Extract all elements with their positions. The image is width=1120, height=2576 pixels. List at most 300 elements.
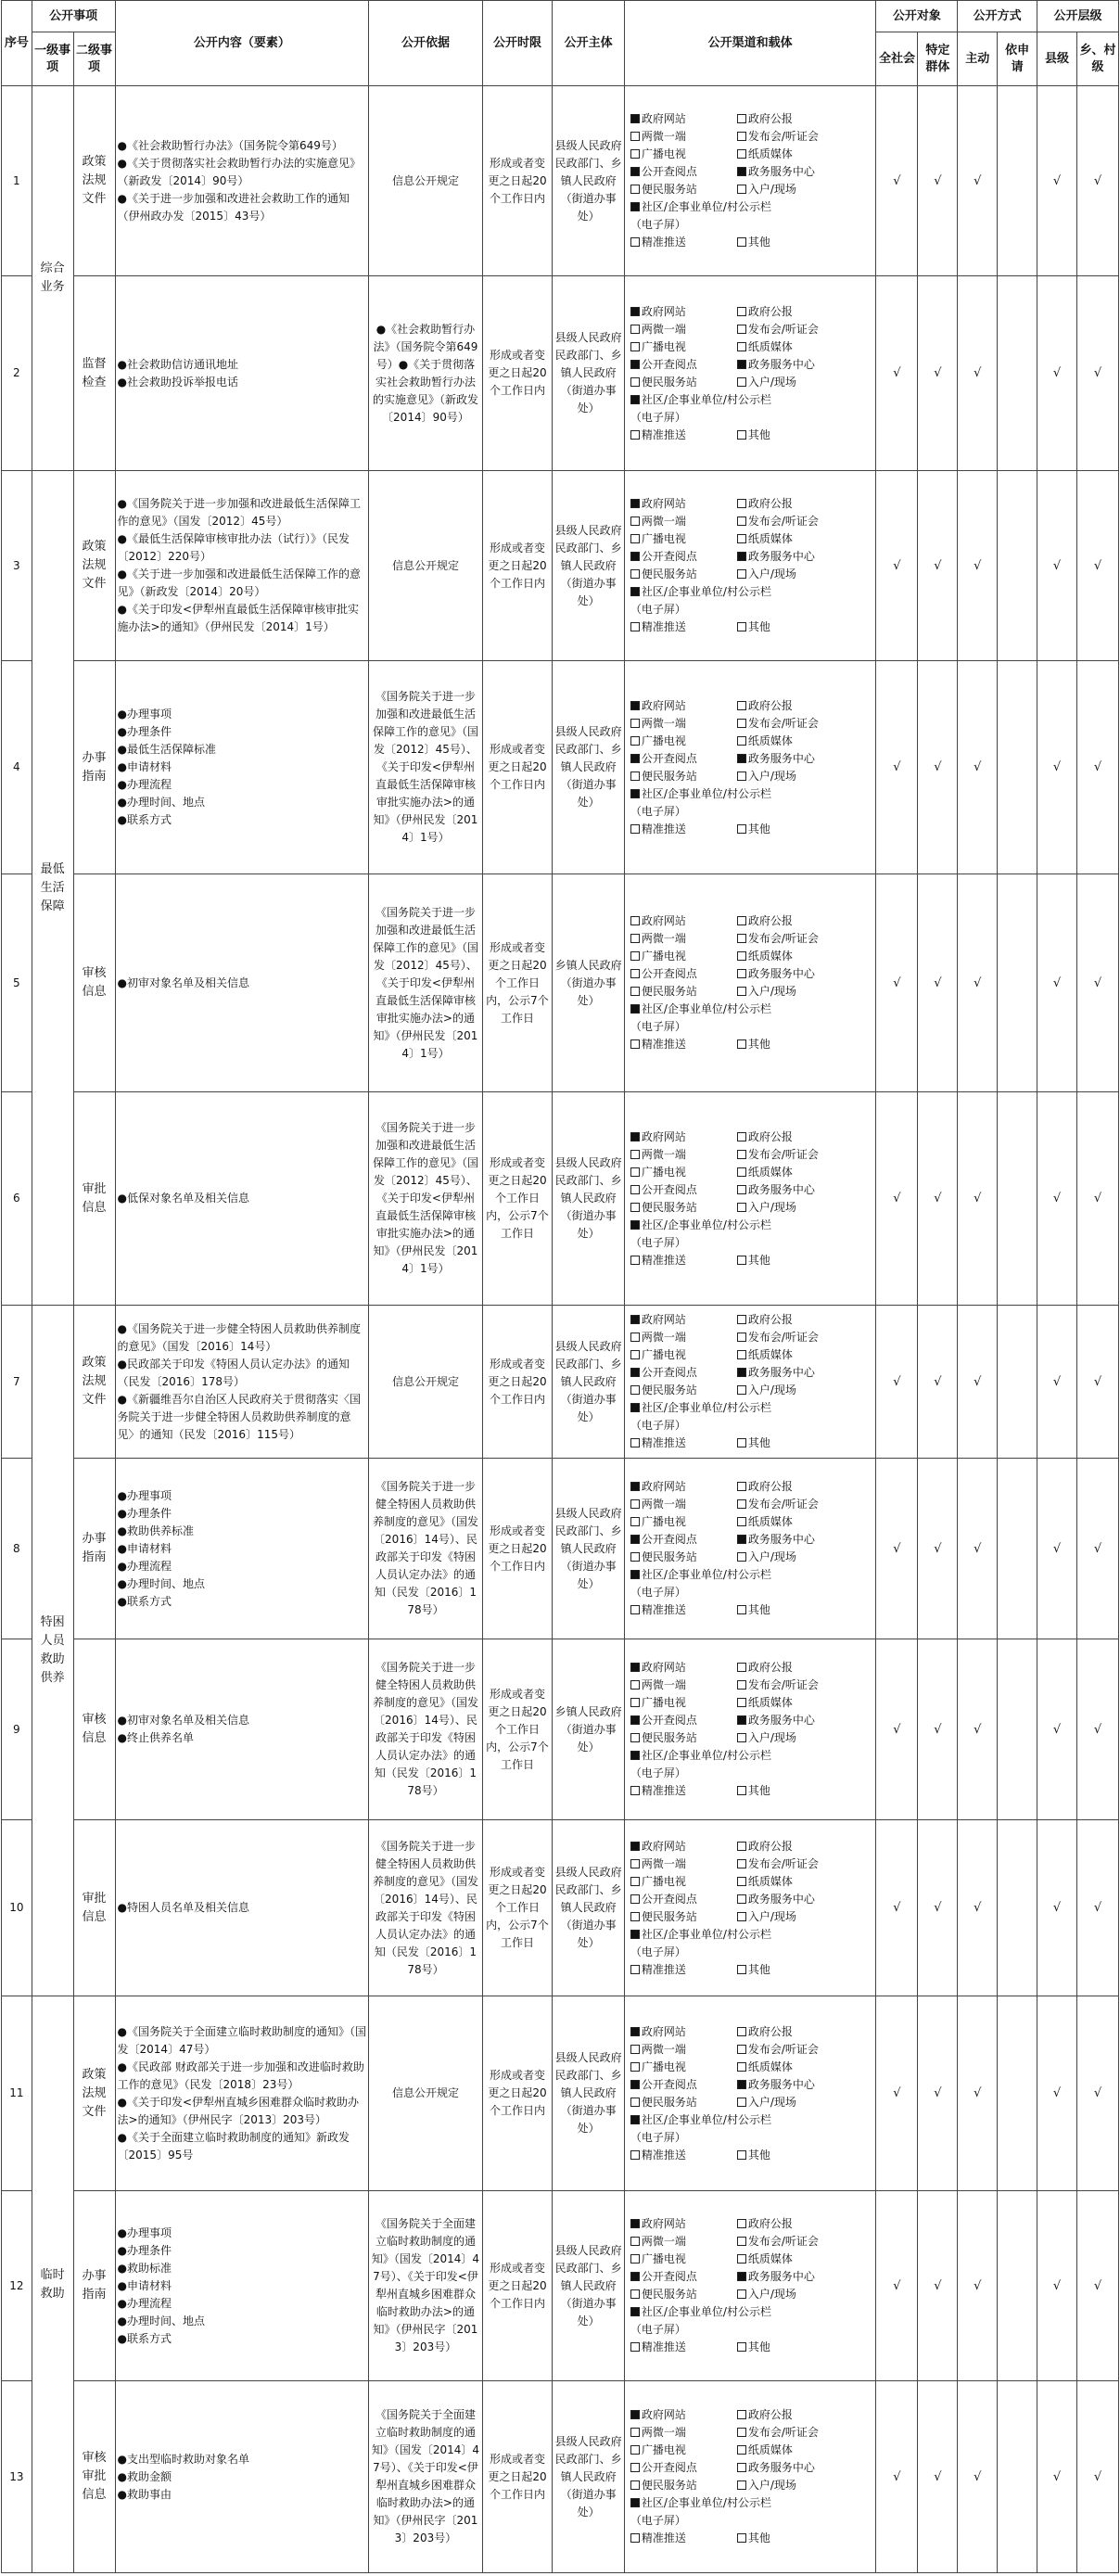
checked-box-icon	[737, 754, 746, 763]
channel-row	[630, 530, 874, 548]
unchecked-box-icon	[737, 2463, 746, 2472]
check-mode-request	[998, 471, 1037, 661]
channel-row	[630, 548, 874, 566]
table-row	[2, 874, 1119, 1092]
row-content	[115, 86, 369, 276]
channel-row	[630, 965, 874, 983]
checked-box-icon	[630, 1220, 640, 1230]
content-line: ●低保对象名单及相关信息	[117, 1192, 250, 1205]
channel-option	[630, 1694, 737, 1712]
channel-option	[630, 303, 737, 321]
channel-label: 其他	[747, 1603, 770, 1616]
unchecked-box-icon	[630, 1039, 640, 1049]
channel-label: 公开查阅点	[641, 967, 697, 980]
check-aud-specific: √	[918, 1639, 958, 1820]
channel-row	[630, 566, 874, 583]
channel-row	[630, 768, 874, 785]
check-mode-active: √	[958, 1820, 998, 1996]
unchecked-box-icon	[630, 237, 640, 247]
channel-row	[630, 715, 874, 733]
unchecked-box-icon	[630, 325, 640, 334]
unchecked-box-icon	[737, 1350, 746, 1359]
channel-label: 社区/企事业单位/村公示栏	[641, 1401, 771, 1414]
check-aud-specific: √	[918, 874, 958, 1092]
channel-option	[630, 495, 737, 513]
channel-label: 两微一端	[641, 322, 686, 336]
unchecked-box-icon	[630, 2428, 640, 2437]
channel-option	[630, 1435, 737, 1452]
unchecked-box-icon	[630, 2289, 640, 2299]
channel-label: 两微一端	[641, 1856, 686, 1870]
channel-option	[630, 1399, 771, 1417]
checked-box-icon	[737, 2272, 746, 2281]
channel-label: 精准推送	[641, 236, 686, 249]
channel-option	[737, 234, 844, 251]
channel-row	[630, 1001, 874, 1018]
channel-label: 社区/企事业单位/村公示栏	[641, 786, 771, 800]
check-level-town: √	[1076, 1820, 1118, 1996]
check-aud-specific: √	[918, 86, 958, 276]
channel-label: 精准推送	[641, 1253, 686, 1267]
channel-option	[737, 1181, 844, 1199]
check-level-town: √	[1076, 471, 1118, 661]
checked-box-icon	[630, 2219, 640, 2228]
channel-row	[630, 2406, 874, 2424]
channel-label: 政府公报	[747, 1313, 793, 1326]
content-line: ●申请材料	[117, 2278, 172, 2292]
channel-note: （电子屏）	[630, 1586, 686, 1599]
channel-note: （电子屏）	[630, 2514, 686, 2527]
channel-option	[630, 2406, 737, 2424]
content-line: ●社会救助信访通讯地址	[117, 357, 239, 371]
checked-box-icon	[630, 1315, 640, 1324]
row-channels	[624, 471, 876, 661]
channel-label: 发布会/听证会	[747, 1678, 819, 1691]
unchecked-box-icon	[630, 534, 640, 543]
content-line: ●联系方式	[117, 1594, 172, 1608]
channel-row	[630, 2286, 874, 2303]
unchecked-box-icon	[737, 534, 746, 543]
unchecked-box-icon	[737, 2062, 746, 2072]
row-channels	[624, 2381, 876, 2573]
channel-label: 社区/企事业单位/村公示栏	[641, 392, 771, 406]
check-mode-active: √	[958, 1996, 998, 2191]
check-level-county: √	[1037, 2191, 1077, 2381]
channel-label: 两微一端	[641, 2235, 686, 2248]
table-row	[2, 471, 1119, 661]
check-mode-request	[998, 1306, 1037, 1459]
channel-label: 便民服务站	[641, 1200, 697, 1214]
channel-option	[737, 2094, 844, 2111]
unchecked-box-icon	[630, 1733, 640, 1742]
checked-box-icon	[630, 1004, 640, 1014]
row-subject: 县级人民政府民政部门、乡镇人民政府（街道办事处）	[553, 1092, 625, 1306]
channel-option	[737, 2041, 844, 2059]
channel-label: 发布会/听证会	[747, 322, 819, 336]
check-level-county: √	[1037, 86, 1077, 276]
check-level-county: √	[1037, 1092, 1077, 1306]
channel-row	[630, 1478, 874, 1496]
content-line: ●办理时间、地点	[117, 2314, 206, 2327]
table-row	[2, 1996, 1119, 2191]
checked-box-icon	[630, 2272, 640, 2281]
channel-label: 政府公报	[747, 1661, 793, 1674]
unchecked-box-icon	[737, 430, 746, 440]
checked-box-icon	[737, 552, 746, 561]
content-line: ●初审对象名单及相关信息	[117, 1714, 250, 1727]
channel-label: 入户/现场	[747, 1384, 796, 1396]
content-line: ●初审对象名单及相关信息	[117, 976, 250, 989]
channel-row	[630, 234, 874, 251]
unchecked-box-icon	[737, 1499, 746, 1509]
channel-label: 政府网站	[641, 2217, 686, 2230]
header-audience: 公开对象	[876, 1, 958, 32]
check-level-town: √	[1076, 2191, 1118, 2381]
channel-option	[737, 750, 844, 768]
row-content	[115, 1820, 369, 1996]
channel-label: 社区/企事业单位/村公示栏	[641, 1568, 771, 1581]
check-aud-specific: √	[918, 1092, 958, 1306]
channel-label: 精准推送	[641, 1436, 686, 1449]
channel-option	[630, 356, 737, 374]
channel-option	[737, 2442, 844, 2459]
channel-option	[737, 2251, 844, 2268]
channel-label: 纸质媒体	[747, 1165, 793, 1179]
channel-label: 社区/企事业单位/村公示栏	[641, 2112, 771, 2126]
channel-option	[737, 338, 844, 356]
channel-row	[630, 2041, 874, 2059]
channel-label: 发布会/听证会	[747, 130, 819, 143]
unchecked-box-icon	[737, 1663, 746, 1672]
channel-row	[630, 2477, 874, 2494]
check-level-town: √	[1076, 1459, 1118, 1639]
channel-label: 政府网站	[641, 1661, 686, 1674]
table-row	[2, 276, 1119, 471]
unchecked-box-icon	[737, 1039, 746, 1049]
content-line: ●办理条件	[117, 725, 172, 738]
check-level-town: √	[1076, 1092, 1118, 1306]
unchecked-box-icon	[737, 1965, 746, 1974]
channel-label: 其他	[747, 2148, 770, 2162]
channel-option	[630, 2111, 771, 2129]
channel-label: 两微一端	[641, 2042, 686, 2056]
channel-option	[737, 1891, 844, 1908]
header-level-town: 乡、村级	[1076, 32, 1118, 86]
row-channels	[624, 661, 876, 874]
channel-label: 政务服务中心	[747, 357, 815, 371]
channel-row	[630, 356, 874, 374]
check-aud-all: √	[876, 2191, 918, 2381]
channel-label: 社区/企事业单位/村公示栏	[641, 1218, 771, 1231]
unchecked-box-icon	[737, 1733, 746, 1742]
checked-box-icon	[630, 1842, 640, 1851]
row-basis: 《国务院关于进一步健全特困人员救助供养制度的意见》（国发〔2016〕14号）、民政部关于印发《特困人员认定办法》的通知（民发〔2016〕178号）	[369, 1639, 483, 1820]
check-aud-specific: √	[918, 1306, 958, 1459]
row-channels	[624, 1820, 876, 1996]
row-basis: 《国务院关于全面建立临时救助制度的通知》（国发〔2014〕47号）、《关于印发<伊犁州直城乡困难群众临时救助办法>的通知》（伊州民字〔2013〕203号）	[369, 2381, 483, 2573]
content-line: ●终止供养名单	[117, 1731, 195, 1744]
channel-label: 政府网站	[641, 1480, 686, 1493]
channel-label: 政府网站	[641, 304, 686, 318]
channel-option	[737, 146, 844, 163]
channel-label: 纸质媒体	[747, 1515, 793, 1528]
channel-option	[630, 1838, 737, 1855]
channel-option	[630, 1036, 737, 1053]
row-channels	[624, 1306, 876, 1459]
unchecked-box-icon	[737, 2289, 746, 2299]
channel-option	[630, 2459, 737, 2477]
checked-box-icon	[630, 167, 640, 176]
channel-option	[737, 1199, 844, 1217]
level2-item: 办事指南	[73, 661, 115, 874]
channel-row	[630, 2303, 874, 2321]
channel-label: 便民服务站	[641, 1909, 697, 1923]
checked-box-icon	[630, 360, 640, 369]
channel-option	[737, 1782, 844, 1800]
channel-label: 发布会/听证会	[747, 1147, 819, 1161]
content-line: ●《关于贯彻落实社会救助暂行办法的实施意见》（新政发〔2014〕90号）	[117, 156, 362, 187]
channel-option	[737, 427, 844, 444]
channel-note: （电子屏）	[630, 410, 686, 424]
unchecked-box-icon	[737, 1517, 746, 1526]
row-channels	[624, 1639, 876, 1820]
row-content	[115, 2191, 369, 2381]
channel-row	[630, 2268, 874, 2286]
channel-label: 两微一端	[641, 1498, 686, 1511]
channel-label: 发布会/听证会	[747, 932, 819, 945]
channel-row	[630, 2251, 874, 2268]
content-line: ●申请材料	[117, 760, 172, 773]
check-level-town: √	[1076, 1639, 1118, 1820]
row-subject: 县级人民政府民政部门、乡镇人民政府（街道办事处）	[553, 86, 625, 276]
channel-row	[630, 198, 874, 216]
check-aud-specific: √	[918, 1996, 958, 2191]
row-content	[115, 276, 369, 471]
channel-label: 政务服务中心	[747, 165, 815, 178]
unchecked-box-icon	[737, 1894, 746, 1904]
header-level2: 二级事项	[73, 32, 115, 86]
channel-row	[630, 1382, 874, 1399]
content-line: ●《关于进一步加强和改进最低生活保障工作的意见》（新政发〔2014〕20号）	[117, 567, 362, 598]
unchecked-box-icon	[630, 772, 640, 781]
unchecked-box-icon	[737, 2428, 746, 2437]
channel-option	[630, 1181, 737, 1199]
row-content	[115, 471, 369, 661]
content-line: ●办理流程	[117, 2296, 172, 2310]
content-line: ●救助事由	[117, 2487, 172, 2501]
checked-box-icon	[630, 1751, 640, 1760]
unchecked-box-icon	[630, 2237, 640, 2246]
channel-option	[630, 1496, 737, 1513]
row-subject: 乡镇人民政府（街道办事处）	[553, 1639, 625, 1820]
channel-note: （电子屏）	[630, 218, 686, 231]
channel-label: 社区/企事业单位/村公示栏	[641, 585, 771, 598]
channel-option	[737, 2406, 844, 2424]
channel-option	[737, 181, 844, 198]
channel-option	[630, 2094, 737, 2111]
channel-label: 其他	[747, 236, 770, 249]
unchecked-box-icon	[630, 1150, 640, 1159]
unchecked-box-icon	[737, 1698, 746, 1707]
channel-label: 纸质媒体	[747, 339, 793, 353]
unchecked-box-icon	[737, 1385, 746, 1395]
channel-label: 纸质媒体	[747, 2060, 793, 2073]
header-level: 公开层级	[1037, 1, 1119, 32]
channel-label: 社区/企事业单位/村公示栏	[641, 1927, 771, 1941]
content-line: ●《民政部 财政部关于进一步加强和改进临时救助工作的意见》（民发〔2018〕23号）	[117, 2060, 364, 2091]
channel-option	[737, 1677, 844, 1694]
channel-option	[630, 1782, 737, 1800]
row-basis: 信息公开规定	[369, 471, 483, 661]
channel-label: 政府网站	[641, 1129, 686, 1143]
level2-item: 政策法规文件	[73, 1996, 115, 2191]
checked-box-icon	[630, 1482, 640, 1491]
check-aud-all: √	[876, 276, 918, 471]
channel-row	[630, 1364, 874, 1382]
channel-option	[630, 2233, 737, 2251]
check-aud-specific: √	[918, 2191, 958, 2381]
content-line: ●最低生活保障标准	[117, 743, 217, 756]
row-subject: 县级人民政府民政部门、乡镇人民政府（街道办事处）	[553, 2381, 625, 2573]
channel-row	[630, 391, 874, 409]
checked-box-icon	[630, 587, 640, 596]
unchecked-box-icon	[737, 132, 746, 141]
channel-option	[737, 697, 844, 715]
content-line: ●《国务院关于进一步健全特困人员救助供养制度的意见》（国发〔2016〕14号）	[117, 1321, 362, 1353]
channel-label: 纸质媒体	[747, 1348, 793, 1361]
channel-label: 其他	[747, 1784, 770, 1797]
channel-label: 纸质媒体	[747, 2443, 793, 2456]
channel-row	[630, 1036, 874, 1053]
unchecked-box-icon	[630, 430, 640, 440]
channel-row	[630, 181, 874, 198]
check-level-town: √	[1076, 276, 1118, 471]
unchecked-box-icon	[737, 2150, 746, 2160]
unchecked-box-icon	[630, 969, 640, 978]
channel-label: 入户/现场	[747, 769, 796, 783]
unchecked-box-icon	[737, 1185, 746, 1194]
channel-row	[630, 2215, 874, 2233]
channel-option	[737, 1549, 844, 1566]
channel-option	[737, 128, 844, 146]
channel-option	[630, 2477, 737, 2494]
unchecked-box-icon	[630, 1499, 640, 1509]
channel-label: 政务服务中心	[747, 1892, 815, 1906]
unchecked-box-icon	[737, 1786, 746, 1795]
channel-label: 入户/现场	[747, 1909, 796, 1923]
channel-label: 广播电视	[641, 532, 686, 545]
channel-option	[737, 1496, 844, 1513]
channel-label: 其他	[747, 620, 770, 633]
check-level-county: √	[1037, 471, 1077, 661]
checked-box-icon	[630, 395, 640, 404]
check-aud-all: √	[876, 874, 918, 1092]
channel-option	[630, 912, 737, 930]
channel-row	[630, 2111, 874, 2129]
checked-box-icon	[630, 2115, 640, 2124]
unchecked-box-icon	[737, 719, 746, 728]
channel-option	[630, 2268, 737, 2286]
channel-option	[737, 1712, 844, 1729]
channel-row	[630, 321, 874, 338]
channel-row	[630, 1855, 874, 1873]
header-mode-request: 依申请	[998, 32, 1037, 86]
unchecked-box-icon	[737, 1203, 746, 1212]
unchecked-box-icon	[737, 499, 746, 508]
row-channels	[624, 1459, 876, 1639]
channel-option	[630, 321, 737, 338]
channel-option	[737, 912, 844, 930]
channel-option	[630, 697, 737, 715]
header-period: 公开时限	[482, 1, 553, 86]
channel-label: 两微一端	[641, 1147, 686, 1161]
row-basis: 《国务院关于进一步健全特困人员救助供养制度的意见》（国发〔2016〕14号）、民政部关于印发《特困人员认定办法》的通知（民发〔2016〕178号）	[369, 1820, 483, 1996]
unchecked-box-icon	[630, 2463, 640, 2472]
channel-row	[630, 785, 874, 803]
channel-label: 政务服务中心	[747, 1366, 815, 1379]
channel-option	[737, 1146, 844, 1164]
row-seq: 5	[2, 874, 32, 1092]
level2-item: 监督检查	[73, 276, 115, 471]
channel-option	[737, 1364, 844, 1382]
channel-row	[630, 912, 874, 930]
channel-row	[630, 697, 874, 715]
header-channels: 公开渠道和载体	[624, 1, 876, 86]
channel-row	[630, 2233, 874, 2251]
channel-label: 社区/企事业单位/村公示栏	[641, 1749, 771, 1762]
unchecked-box-icon	[737, 1482, 746, 1491]
channel-label: 广播电视	[641, 147, 686, 160]
row-basis: 《国务院关于进一步加强和改进最低生活保障工作的意见》（国发〔2012〕45号）、《关于印发<伊犁州直最低生活保障审核审批实施办法>的通知》（伊州民发〔2014〕1号）	[369, 1092, 483, 1306]
unchecked-box-icon	[737, 516, 746, 526]
channel-option	[737, 983, 844, 1001]
channel-label: 政府网站	[641, 112, 686, 125]
channel-row	[630, 1199, 874, 1217]
channel-label: 入户/现场	[747, 2479, 796, 2492]
channel-row	[630, 1747, 874, 1765]
content-line: ●办理事项	[117, 2225, 172, 2239]
checked-box-icon	[630, 1715, 640, 1725]
level1-group: 综合业务	[32, 86, 73, 471]
level2-item: 审核信息	[73, 874, 115, 1092]
check-aud-all: √	[876, 471, 918, 661]
check-aud-specific: √	[918, 661, 958, 874]
table-row	[2, 1459, 1119, 1639]
channel-label: 政府网站	[641, 2024, 686, 2038]
channel-option	[630, 768, 737, 785]
table-body	[2, 86, 1119, 2573]
unchecked-box-icon	[737, 2342, 746, 2352]
channel-label: 入户/现场	[747, 375, 796, 389]
channel-option	[737, 530, 844, 548]
unchecked-box-icon	[630, 1385, 640, 1395]
channel-label: 广播电视	[641, 1515, 686, 1528]
channel-option	[630, 1146, 737, 1164]
table-row	[2, 1820, 1119, 1996]
channel-label: 政府公报	[747, 698, 793, 712]
check-mode-active: √	[958, 276, 998, 471]
checked-box-icon	[737, 360, 746, 369]
channel-option	[630, 1729, 737, 1747]
unchecked-box-icon	[737, 185, 746, 194]
channel-label: 便民服务站	[641, 769, 697, 783]
unchecked-box-icon	[737, 569, 746, 579]
unchecked-box-icon	[737, 114, 746, 123]
unchecked-box-icon	[630, 1605, 640, 1614]
channel-row	[630, 1513, 874, 1531]
channel-option	[630, 1252, 737, 1269]
unchecked-box-icon	[737, 1859, 746, 1868]
